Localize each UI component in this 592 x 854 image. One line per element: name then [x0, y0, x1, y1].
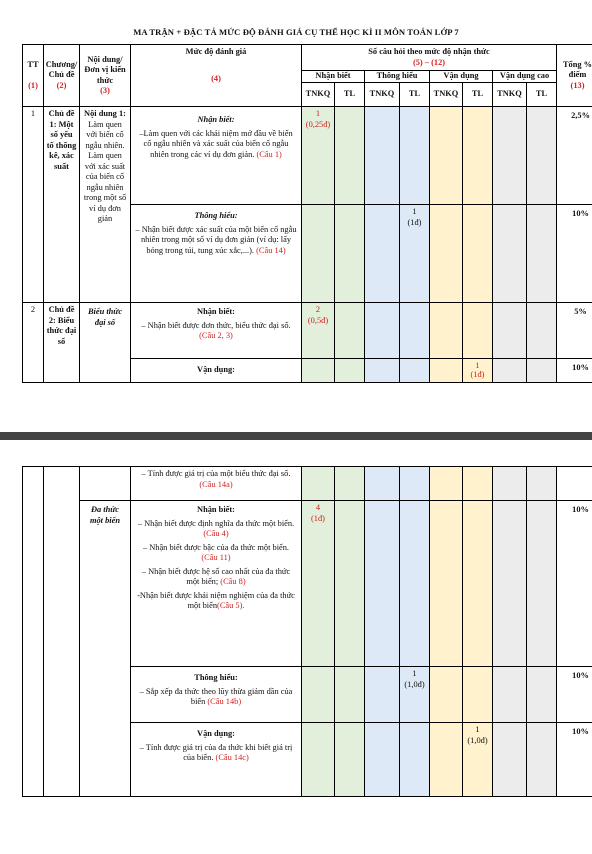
level-desc	[135, 321, 297, 342]
empty-cell	[302, 359, 335, 383]
percent-cell: 10%	[557, 667, 592, 723]
empty-cell	[463, 205, 493, 303]
empty-cell	[23, 467, 44, 797]
question-ref: (Câu 14a)	[199, 479, 233, 489]
empty-cell	[527, 107, 557, 205]
empty-cell	[400, 107, 430, 205]
mucdo-cell	[131, 303, 302, 359]
empty-cell	[430, 501, 463, 667]
level-desc	[135, 567, 297, 588]
count-cell	[302, 107, 335, 205]
level-desc-text: –Làm quen với các khái niệm mở đầu về biến cố ngẫu nhiên và xác suất của biến cố ngẫu nhiên trong các ví dụ đơn giản.	[139, 128, 293, 159]
question-score: (1đ)	[311, 513, 325, 523]
mucdo-cell	[131, 501, 302, 667]
row-chude: Chủ đề 1: Một số yếu tố thống kê, xác suất	[44, 107, 80, 303]
empty-cell	[493, 723, 527, 797]
empty-cell	[400, 359, 430, 383]
empty-cell	[527, 359, 557, 383]
empty-cell	[365, 205, 400, 303]
page-1	[0, 0, 592, 392]
question-ref: (Câu 2, 3)	[199, 331, 233, 340]
count-cell	[463, 359, 493, 383]
level-label: Vận dụng:	[197, 729, 235, 738]
question-score: (1đ)	[470, 370, 485, 379]
empty-cell	[80, 467, 131, 501]
level-desc-text: – Nhận biết được hệ số cao nhất của đa thức một biến;	[141, 566, 291, 586]
header-noidung-num: (3)	[100, 86, 110, 95]
empty-cell	[493, 205, 527, 303]
question-count: 4	[315, 503, 321, 512]
header-level-vandungcao: Vận dụng cao	[493, 71, 557, 83]
question-count: 1	[412, 207, 417, 216]
header-sub-2: TL	[335, 83, 365, 107]
question-ref: (Câu 8)	[220, 577, 246, 586]
page-2	[0, 440, 592, 854]
empty-cell	[493, 667, 527, 723]
mucdo-cell	[131, 723, 302, 797]
header-sub-6: TL	[463, 83, 493, 107]
empty-cell	[430, 205, 463, 303]
question-score: (1đ)	[407, 217, 422, 227]
empty-cell	[335, 723, 365, 797]
level-desc	[135, 543, 297, 564]
empty-cell	[302, 667, 335, 723]
empty-cell	[430, 359, 463, 383]
header-sub-8: TL	[527, 83, 557, 107]
empty-cell	[335, 667, 365, 723]
empty-cell	[430, 667, 463, 723]
question-ref: (Câu 11)	[201, 553, 231, 562]
question-ref: (Câu 14b)	[207, 697, 242, 706]
level-label: Nhận biết:	[197, 115, 235, 124]
noidung-title: Nội dung 1:	[84, 109, 126, 118]
header-mucdo-label: Mức độ đánh giá	[185, 47, 247, 56]
level-label: Thông hiểu:	[194, 211, 238, 220]
empty-cell	[365, 501, 400, 667]
document-title: MA TRẬN + ĐẶC TẢ MỨC ĐỘ ĐÁNH GIÁ CỤ THỂ HỌC KÌ II MÔN TOÁN LỚP 7	[133, 27, 459, 37]
table-row	[23, 467, 592, 501]
header-tt-num: (1)	[28, 80, 38, 90]
empty-cell	[430, 107, 463, 205]
question-ref: (Câu 4)	[203, 529, 229, 538]
empty-cell	[365, 467, 400, 501]
question-count: 1	[475, 725, 480, 734]
mucdo-cell	[131, 467, 302, 501]
row-noidung: Biểu thức đại số	[80, 303, 131, 383]
header-chuong-num: (2)	[56, 80, 67, 90]
level-desc-text: – Nhận biết được xác suất của một biến cố ngẫu nhiên trong một số ví dụ đơn giản (ví dụ: lấy bóng trong túi, tung xúc xắc,...).	[135, 224, 297, 255]
header-chuong	[44, 45, 80, 107]
percent-cell: 5%	[557, 303, 592, 359]
level-label: Nhận biết:	[197, 505, 235, 514]
level-desc	[135, 591, 297, 612]
percent-cell: 2,5%	[557, 107, 592, 205]
empty-cell	[463, 303, 493, 359]
header-mucdo	[131, 45, 302, 107]
count-cell	[302, 303, 335, 359]
header-sub-1: TNKQ	[302, 83, 335, 107]
table-row	[23, 107, 592, 205]
empty-cell	[430, 723, 463, 797]
header-sub-3: TNKQ	[365, 83, 400, 107]
level-desc	[135, 129, 297, 161]
level-label: Thông hiểu:	[194, 673, 238, 682]
empty-cell	[335, 501, 365, 667]
header-socau-label: Số câu hỏi theo mức độ nhận thức	[368, 47, 490, 56]
noidung-desc: Làm quen với biến cố ngẫu nhiên. Làm quen với xác suất của biến cố ngẫu nhiên trong một số ví dụ đơn giản	[83, 119, 127, 223]
empty-cell	[463, 667, 493, 723]
header-sub-5: TNKQ	[430, 83, 463, 107]
level-desc-text: – Nhận biết được bậc của đa thức một biến.	[142, 542, 290, 552]
level-desc-text: – Tính được giá trị của một biểu thức đại số.	[141, 469, 291, 478]
level-desc-text: – Sắp xếp đa thức theo lũy thừa giảm dần của biến	[139, 686, 293, 706]
empty-cell	[493, 303, 527, 359]
level-desc	[135, 687, 297, 708]
header-chuong-label: Chương/ Chủ đề	[45, 59, 78, 80]
empty-cell	[302, 723, 335, 797]
empty-cell	[493, 107, 527, 205]
empty-cell	[527, 667, 557, 723]
count-cell	[302, 501, 335, 667]
question-score: (1,0đ)	[404, 679, 425, 689]
question-score: (0,25đ)	[305, 119, 331, 129]
empty-cell	[400, 303, 430, 359]
empty-cell	[527, 501, 557, 667]
empty-cell	[335, 359, 365, 383]
level-desc-text: – Nhận biết được định nghĩa đa thức một biến.	[137, 518, 295, 528]
header-tt	[23, 45, 44, 107]
empty-cell	[365, 359, 400, 383]
header-tong	[557, 45, 592, 107]
mucdo-cell	[131, 107, 302, 205]
percent-cell: 10%	[557, 723, 592, 797]
header-tong-label: Tổng % điểm	[562, 59, 592, 80]
matrix-table-page-1	[22, 44, 592, 383]
level-desc-text: – Tính được giá trị của đa thức khi biết giá trị của biến.	[139, 742, 293, 762]
empty-cell	[335, 303, 365, 359]
matrix-table-page-2	[22, 466, 592, 797]
empty-cell	[493, 501, 527, 667]
empty-cell	[365, 303, 400, 359]
empty-cell	[527, 303, 557, 359]
question-count: 1	[315, 109, 321, 118]
question-ref: (Câu 14)	[256, 245, 286, 255]
question-count: 2	[315, 305, 321, 314]
question-count: 1	[412, 669, 417, 678]
empty-cell	[527, 723, 557, 797]
empty-cell	[463, 107, 493, 205]
row-noidung	[80, 107, 131, 303]
row-stt: 1	[23, 107, 44, 303]
empty-cell	[430, 467, 463, 501]
empty-cell	[400, 467, 430, 501]
header-tong-num: (13)	[570, 80, 585, 90]
mucdo-cell: Vận dụng:	[131, 359, 302, 383]
mucdo-cell	[131, 205, 302, 303]
question-ref: (Câu 14c)	[215, 753, 249, 762]
empty-cell	[430, 303, 463, 359]
empty-cell	[527, 205, 557, 303]
header-socau	[302, 45, 557, 71]
level-desc	[135, 519, 297, 540]
empty-cell	[335, 107, 365, 205]
count-cell	[463, 723, 493, 797]
empty-cell	[365, 667, 400, 723]
row-stt: 2	[23, 303, 44, 383]
empty-cell	[302, 467, 335, 501]
header-socau-num: (5) – (12)	[412, 57, 446, 67]
empty-cell	[557, 467, 592, 501]
header-noidung-label: Nội dung/Đơn vị kiến thức	[84, 54, 126, 85]
empty-cell	[365, 723, 400, 797]
question-ref: (Câu 5).	[217, 601, 245, 610]
question-score: (1,0đ)	[467, 735, 488, 745]
row-noidung: Đa thức một biến	[80, 501, 131, 797]
level-desc-text: – Nhận biết được đơn thức, biểu thức đại số.	[141, 320, 291, 330]
percent-cell: 10%	[557, 501, 592, 667]
header-sub-7: TNKQ	[493, 83, 527, 107]
table-row	[23, 501, 592, 667]
question-score: (0,5đ)	[307, 315, 329, 325]
page-separator	[0, 432, 592, 440]
level-desc-text: -Nhận biết được khái niệm nghiệm của đa thức một biến	[137, 590, 295, 610]
empty-cell	[302, 205, 335, 303]
header-tt-label: TT	[27, 60, 39, 69]
header-level-thonghieu: Thông hiểu	[365, 71, 430, 83]
empty-cell	[493, 359, 527, 383]
level-desc	[135, 743, 297, 764]
mucdo-cell	[131, 667, 302, 723]
percent-cell: 10%	[557, 359, 592, 383]
table-row	[23, 303, 592, 359]
row-chude: Chủ đề 2: Biểu thức đại số	[44, 303, 80, 383]
count-cell	[400, 667, 430, 723]
empty-cell	[44, 467, 80, 797]
empty-cell	[493, 467, 527, 501]
count-cell	[400, 205, 430, 303]
question-ref: (Câu 1)	[256, 149, 282, 159]
empty-cell	[365, 107, 400, 205]
empty-cell	[463, 467, 493, 501]
empty-cell	[400, 723, 430, 797]
level-desc	[135, 225, 297, 257]
header-mucdo-num: (4)	[211, 73, 221, 83]
empty-cell	[335, 467, 365, 501]
empty-cell	[527, 467, 557, 501]
question-count: 1	[475, 361, 480, 370]
header-level-vandung: Vận dụng	[430, 71, 493, 83]
empty-cell	[463, 501, 493, 667]
level-label: Nhận biết:	[197, 307, 235, 316]
header-sub-4: TL	[400, 83, 430, 107]
empty-cell	[400, 501, 430, 667]
percent-cell: 10%	[557, 205, 592, 303]
empty-cell	[335, 205, 365, 303]
header-noidung	[80, 45, 131, 107]
header-level-nhanbiet: Nhận biết	[302, 71, 365, 83]
